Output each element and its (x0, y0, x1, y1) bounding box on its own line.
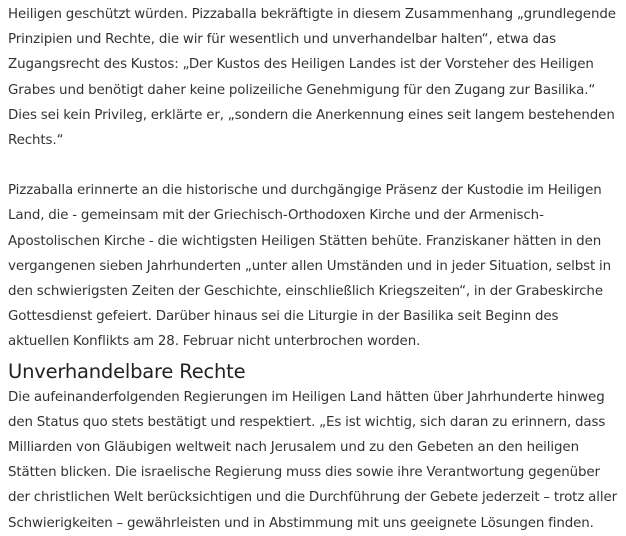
paragraph-privilege: Heiligen geschützt würden. Pizzaballa bekräftigte in diesem Zusammenhang „grundlegende Prinzipien und Rechte, die wir für wesentlich und unverhandelbar halten“, etwa das Zugangsrecht des Kustos: „Der Kustos des Heiligen Landes ist der Vorsteher des Heiligen Grabes und benötigt daher keine polizeiliche Genehmigung für den Zugang zur Basilika.“ Dies sei kein Privileg, erklärte er, „sondern die Anerkennung eines seit langem bestehenden Rechts.“ (8, 7, 616, 149)
section-heading: Unverhandelbare Rechte (8, 359, 246, 383)
paragraph-status-quo: Die aufeinanderfolgenden Regierungen im Heiligen Land hätten über Jahrhunderte hinweg den Status quo stets bestätigt und respektiert. „Es ist wichtig, sich daran zu erinnern, dass Milliarden von Gläubigen weltweit nach Jerusalem und zu den Gebeten an den heiligen Stätten blicken. Die israelische Regierung muss dies sowie ihre Verantwortung gegenüber der christlichen Welt berücksichtigen und die Durchführung der Gebete jederzeit – trotz aller Schwierigkeiten – gewährleisten und in Abstimmung mit uns geeignete Lösungen finden. (8, 389, 617, 531)
paragraph-custody-presence: Pizzaballa erinnerte an die historische und durchgängige Präsenz der Kustodie im Heiligen Land, die - gemeinsam mit der Griechisch-Orthodoxen Kirche und der Armenisch-Apostolischen Kirche - die wichtigsten Heiligen Stätten behüte. Franziskaner hätten in den vergangenen sieben Jahrhunderten „unter allen Umständen und in jeder Situation, selbst in den schwierigsten Zeiten der Geschichte, einschließlich Kriegszeiten“, in der Grabeskirche Gottesdienst gefeiert. Darüber hinaus sei die Liturgie in der Basilika seit Beginn des aktuellen Konflikts am 28. Februar nicht unterbrochen worden. (8, 183, 612, 350)
article-body (8, 2, 622, 536)
